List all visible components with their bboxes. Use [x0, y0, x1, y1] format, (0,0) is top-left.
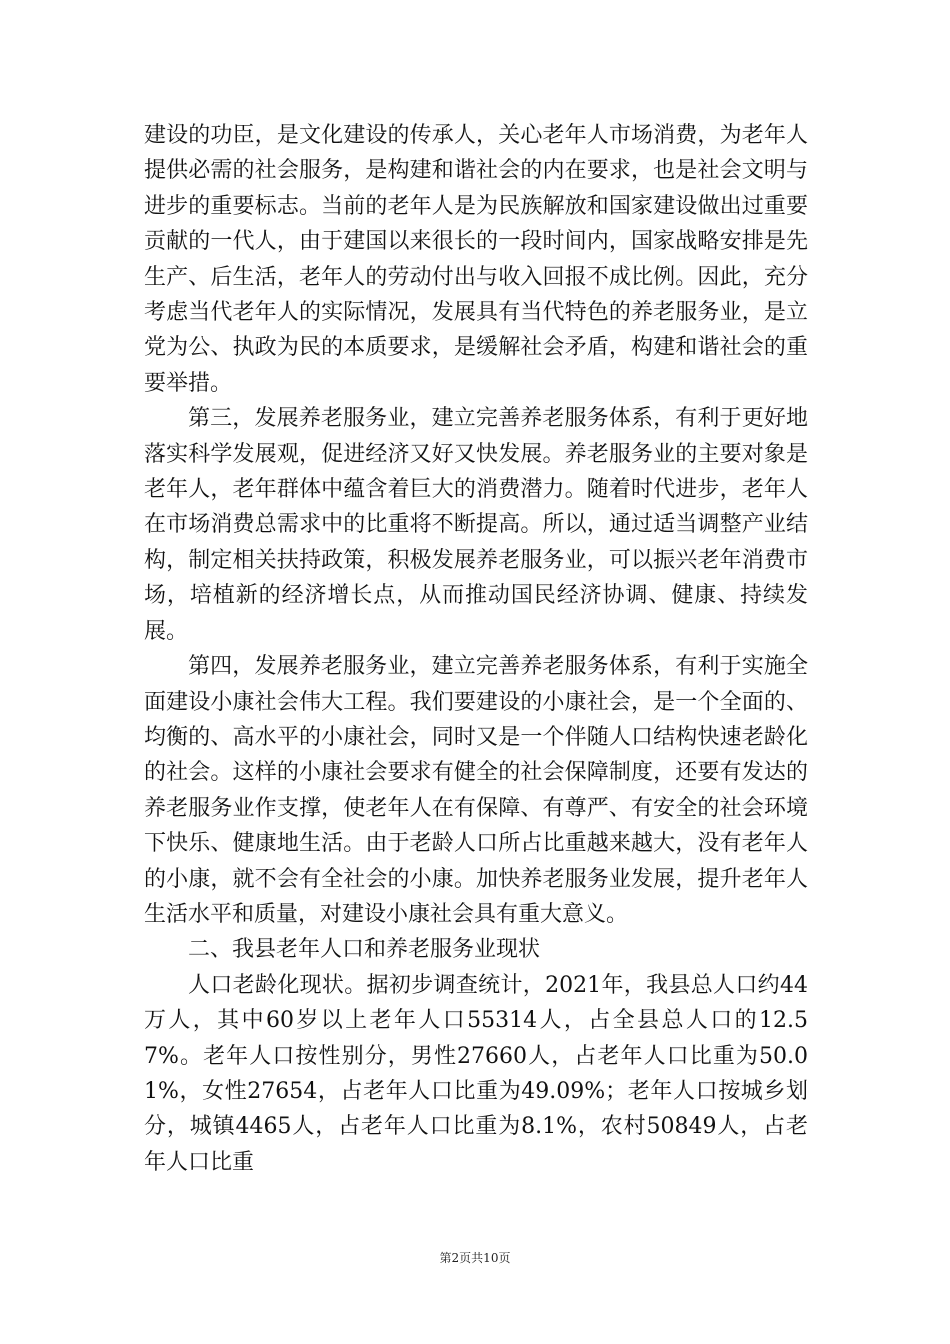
- page-number-footer: 第2页共10页: [439, 1251, 511, 1265]
- paragraph-aging-status: 人口老龄化现状。据初步调查统计，2021年，我县总人口约44万人，其中60岁以上老年人口55314人，占全县总人口的12.57%。老年人口按性别分，男性27660人，占老年人口比重为50.01%，女性27654，占老年人口比重为49.09%；老年人口按城乡划分，城镇4465人，占老年人口比重为8.1%，农村50849人，占老年人口比重: [144, 972, 808, 1175]
- paragraph-fourth-point: 第四，发展养老服务业，建立完善养老服务体系，有利于实施全面建设小康社会伟大工程。我们要建设的小康社会，是一个全面的、均衡的、高水平的小康社会，同时又是一个伴随人口结构快速老龄化的社会。这样的小康社会要求有健全的社会保障制度，还要有发达的养老服务业作支撑，使老年人在有保障、有尊严、有安全的社会环境下快乐、健康地生活。由于老龄人口所占比重越来越大，没有老年人的小康，就不会有全社会的小康。加快养老服务业发展，提升老年人生活水平和质量，对建设小康社会具有重大意义。: [144, 654, 808, 927]
- document-body: [144, 118, 808, 1180]
- section-heading: 二、我县老年人口和养老服务业现状: [188, 937, 541, 963]
- paragraph-third-point: 第三，发展养老服务业，建立完善养老服务体系，有利于更好地落实科学发展观，促进经济又好又快发展。养老服务业的主要对象是老年人，老年群体中蕴含着巨大的消费潜力。随着时代进步，老年人在市场消费总需求中的比重将不断提高。所以，通过适当调整产业结构，制定相关扶持政策，积极发展养老服务业，可以振兴老年消费市场，培植新的经济增长点，从而推动国民经济协调、健康、持续发展。: [144, 406, 808, 644]
- paragraph-continuation: 建设的功臣，是文化建设的传承人，关心老年人市场消费，为老年人提供必需的社会服务，是构建和谐社会的内在要求，也是社会文明与进步的重要标志。当前的老年人是为民族解放和国家建设做出过重要贡献的一代人，由于建国以来很长的一段时间内，国家战略安排是先生产、后生活，老年人的劳动付出与收入回报不成比例。因此，充分考虑当代老年人的实际情况，发展具有当代特色的养老服务业，是立党为公、执政为民的本质要求，是缓解社会矛盾，构建和谐社会的重要举措。: [144, 123, 808, 396]
